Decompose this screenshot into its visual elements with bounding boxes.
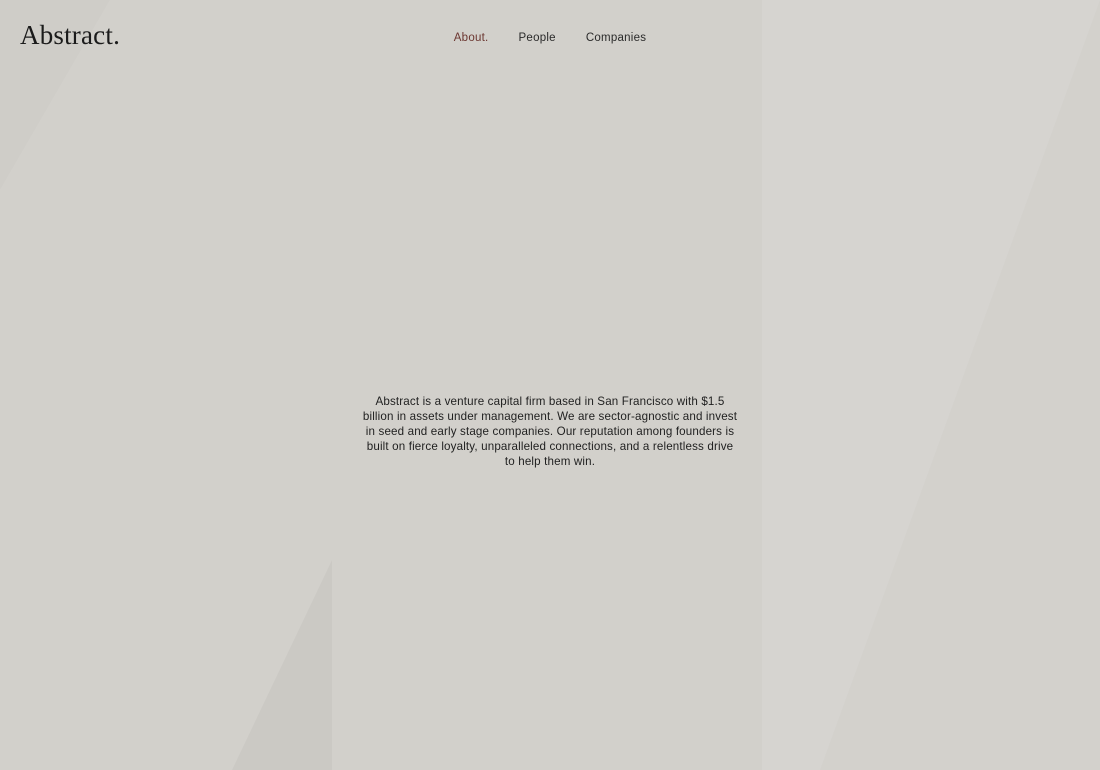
background-shape-left-field [0,0,332,770]
nav-link-companies[interactable]: Companies [585,32,647,44]
intro-paragraph: Abstract is a venture capital firm based in San Francisco with $1.5 billion in assets under management. We are sector-agnostic and invest in seed and early stage companies. Our reputation among founders is built on fierce loyalty, unparalleled connections, and a relentless drive to help them win. [362,394,738,468]
nav-link-people[interactable]: People [518,32,556,44]
primary-nav [0,32,1100,44]
nav-link-about[interactable]: About. [453,32,489,44]
brand-wordmark[interactable]: Abstract. [20,20,121,50]
background-shape-center-column [332,0,762,770]
